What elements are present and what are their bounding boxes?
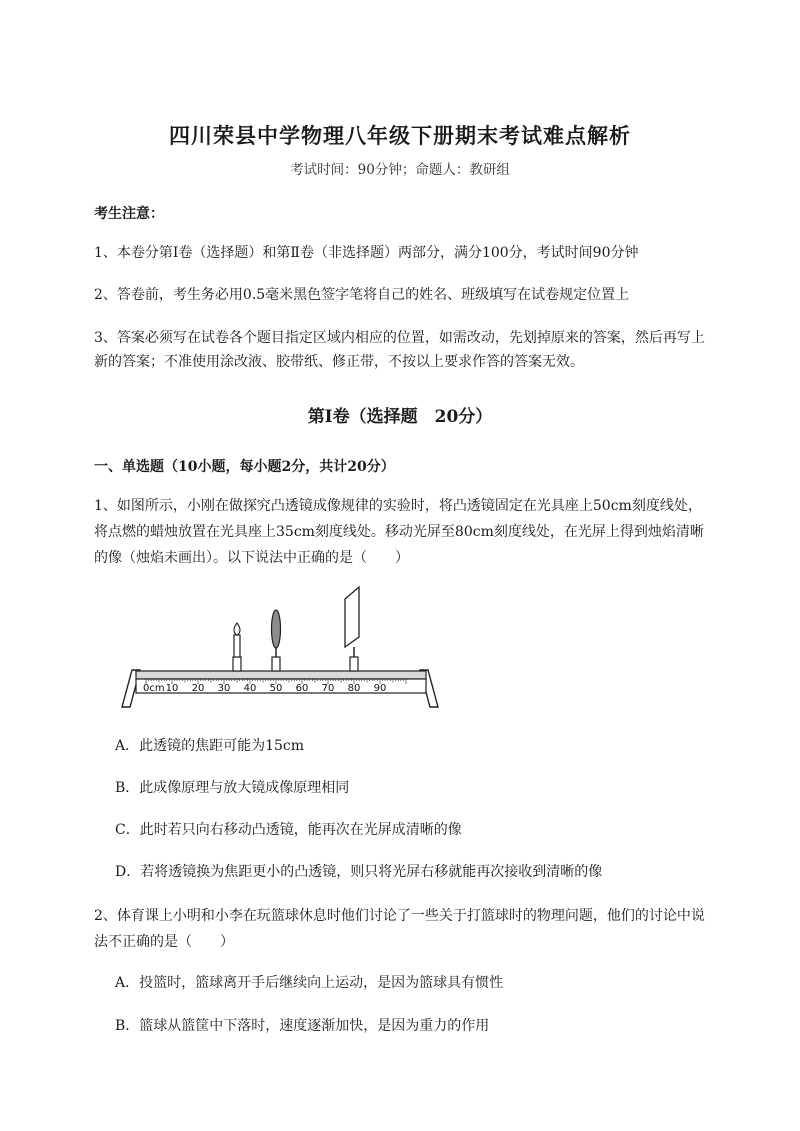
q1-option-a: A．此透镜的焦距可能为15cm: [115, 738, 305, 754]
q1-option-d: D．若将透镜换为焦距更小的凸透镜，则只将光屏右移就能再次接收到清晰的像: [115, 864, 603, 880]
scale-tick-label: 30: [217, 683, 231, 694]
scale-tick-label: 40: [243, 683, 257, 694]
notice-heading: 考生注意：: [94, 206, 164, 222]
notice-item-2: 2、答卷前，考生务必用0.5毫米黑色签字笔将自己的姓名、班级填写在试卷规定位置上: [94, 287, 630, 303]
scale-tick-label: 10: [165, 683, 179, 694]
exam-title: 四川荣县中学物理八年级下册期末考试难点解析: [169, 123, 631, 148]
scale-tick-label: 80: [347, 683, 361, 694]
question-2-stem: 2、体育课上小明和小李在玩篮球休息时他们讨论了一些关于打篮球时的物理问题，他们的讨论中说法不正确的是（ ）: [94, 908, 705, 950]
light-screen: [345, 587, 359, 671]
exam-subtitle: 考试时间：90分钟；命题人：教研组: [290, 162, 510, 178]
q2-option-b: B．篮球从篮筐中下落时，速度逐渐加快，是因为重力的作用: [115, 1018, 490, 1034]
part-title: 一、单选题（10小题，每小题2分，共计20分）: [94, 459, 395, 475]
notice-item-3: 3、答案必须写在试卷各个题目指定区域内相应的位置，如需改动，先划掉原来的答案，然后再写上新的答案；不准使用涂改液、胶带纸、修正带，不按以上要求作答的答案无效。: [94, 330, 705, 370]
optical-bench-figure: [118, 585, 448, 715]
question-1-stem: 1、如图所示，小刚在做探究凸透镜成像规律的实验时，将凸透镜固定在光具座上50cm刻度线处，将点燃的蜡烛放置在光具座上35cm刻度线处。移动光屏至80cm刻度线处，在光屏上得到烛焰清晰的像（烛焰未画出）。以下说法中正确的是（ ）: [94, 498, 704, 566]
q2-option-a: A．投篮时，篮球离开手后继续向上运动，是因为篮球具有惯性: [115, 975, 504, 991]
scale-tick-label: 70: [321, 683, 335, 694]
scale-tick-label: 0cm: [143, 683, 165, 694]
convex-lens: [272, 610, 281, 671]
candle: [233, 623, 241, 671]
q1-option-b: B．此成像原理与放大镜成像原理相同: [115, 780, 350, 796]
notice-item-1: 1、本卷分第Ⅰ卷（选择题）和第Ⅱ卷（非选择题）两部分，满分100分，考试时间90分钟: [94, 245, 639, 261]
scale-tick-label: 60: [295, 683, 309, 694]
scale-tick-label: 20: [191, 683, 205, 694]
section-title: 第Ⅰ卷（选择题 20分）: [307, 407, 493, 427]
scale-tick-label: 90: [373, 683, 387, 694]
bench-rail: [136, 671, 426, 679]
q1-option-c: C．此时若只向右移动凸透镜，能再次在光屏成清晰的像: [115, 822, 462, 838]
scale-tick-label: 50: [269, 683, 283, 694]
